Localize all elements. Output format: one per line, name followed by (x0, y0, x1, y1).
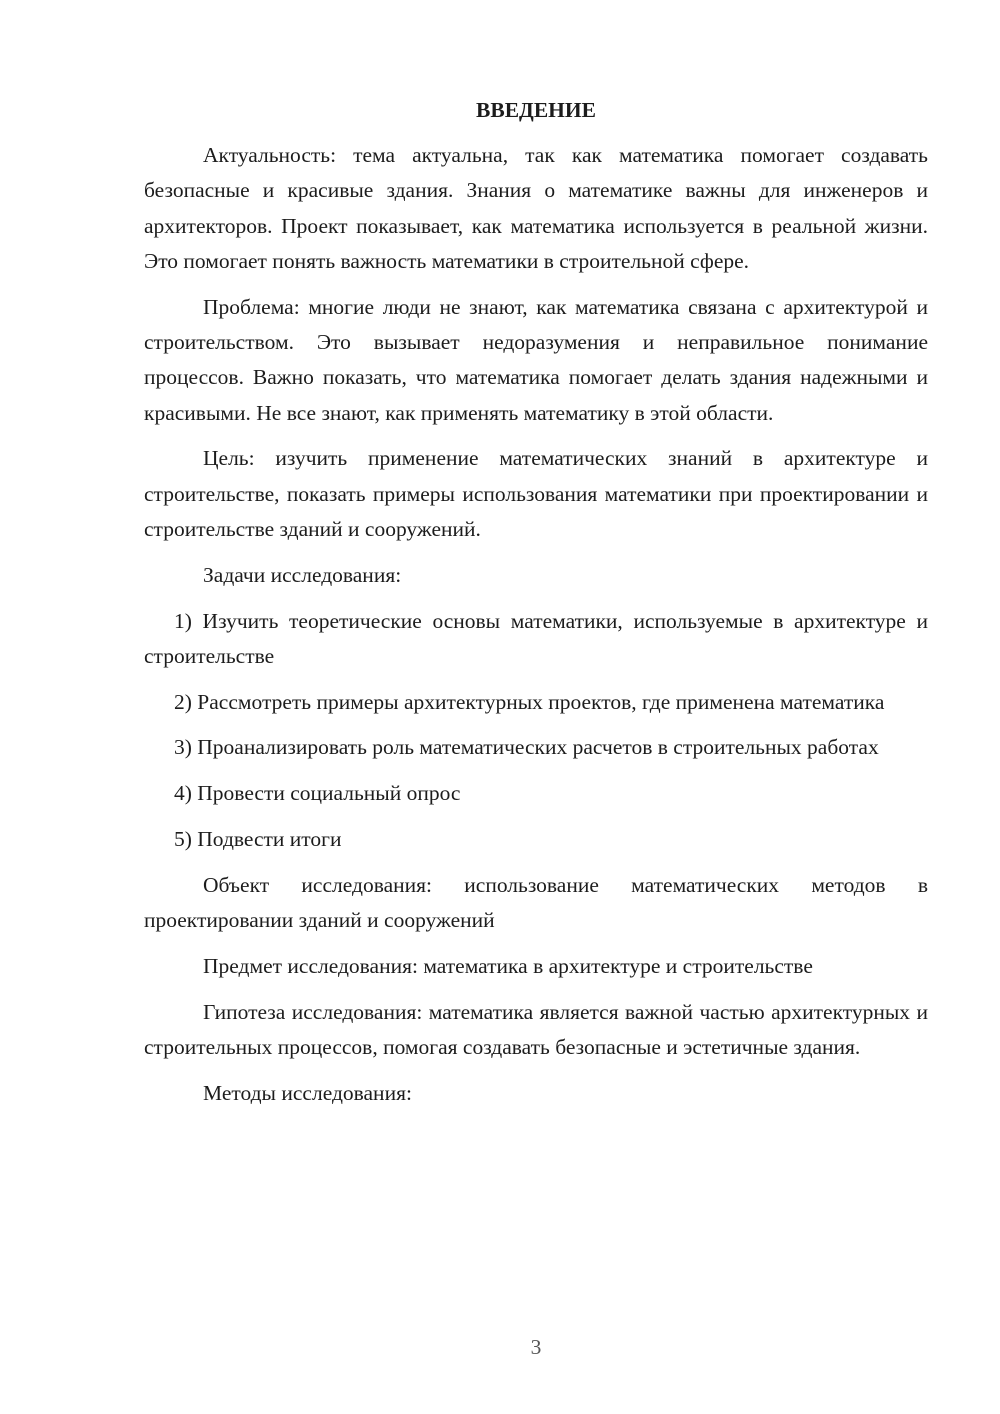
page-content (144, 93, 928, 1122)
task-item-2: 2) Рассмотреть примеры архитектурных проектов, где применена математика (174, 689, 885, 714)
paragraph-object: Объект исследования: использование математических методов в проектировании зданий и сооружений (144, 872, 928, 933)
page-title: ВВЕДЕНИЕ (476, 98, 596, 122)
task-item-4: 4) Провести социальный опрос (174, 781, 461, 806)
task-item-5: 5) Подвести итоги (174, 827, 342, 852)
paragraph-relevance: Актуальность: тема актуальна, так как математика помогает создавать безопасные и красивые здания. Знания о математике важны для инженеров и архитекторов. Проект показывает, как математика используется в реальной жизни. Это помогает понять важность математики в строительной сфере. (144, 143, 928, 273)
paragraph-goal: Цель: изучить применение математических знаний в архитектуре и строительстве, показать примеры использования математики при проектировании и строительстве зданий и сооружений. (144, 446, 928, 541)
paragraph-problem: Проблема: многие люди не знают, как математика связана с архитектурой и строительством. Это вызывает недоразумения и неправильное понимание процессов. Важно показать, что математика помогает делать здания надежными и красивыми. Не все знают, как применять математику в этой области. (144, 294, 928, 425)
paragraph-tasks-heading: Задачи исследования: (203, 562, 402, 587)
task-item-1: 1) Изучить теоретические основы математики, используемые в архитектуре и строительстве (144, 608, 928, 668)
paragraph-methods-heading: Методы исследования: (203, 1080, 412, 1105)
paragraph-hypothesis: Гипотеза исследования: математика является важной частью архитектурных и строительных процессов, помогая создавать безопасные и эстетичные здания. (144, 999, 928, 1060)
task-item-3: 3) Проанализировать роль математических расчетов в строительных работах (174, 735, 879, 760)
page-number: 3 (530, 1335, 542, 1359)
paragraph-subject: Предмет исследования: математика в архитектуре и строительстве (203, 953, 813, 978)
